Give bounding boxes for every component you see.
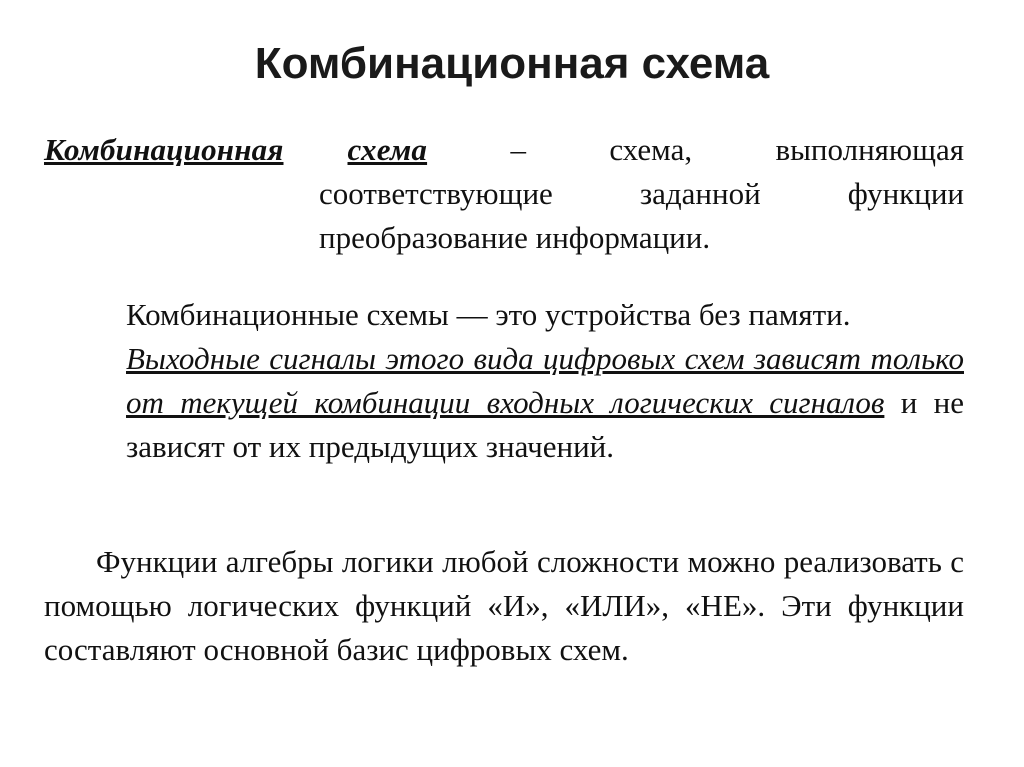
definition-dash: – <box>510 132 526 167</box>
logic-basis-paragraph: Функции алгебры логики любой сложности можно реализовать с помощью логических функций «И», «ИЛИ», «НЕ». Эти функции составляют основной базис цифровых схем. <box>44 544 964 667</box>
definition-line1-word2: выполняющая <box>775 132 964 167</box>
output-signals-paragraph <box>126 337 964 469</box>
definition-block <box>44 128 964 260</box>
definition-rest: соответствующие заданной функции преобразование информации. <box>319 176 964 255</box>
definition-line1-word1: схема, <box>609 132 693 167</box>
no-memory-sentence: Комбинационные схемы — это устройства без памяти. <box>126 297 851 332</box>
definition-term <box>44 128 427 172</box>
output-signals-emphasis: Выходные сигналы этого вида цифровых схем зависят только от текущей комбинации входных логических сигналов <box>126 341 964 420</box>
definition-term-word1: Комбинационная <box>44 132 284 167</box>
slide-title: Комбинационная схема <box>254 39 770 88</box>
output-signals-tail: и не зависят от их предыдущих значений. <box>126 385 964 464</box>
definition-first-line <box>44 128 964 172</box>
no-memory-paragraph <box>126 293 964 469</box>
definition-term-word2: схема <box>347 132 428 167</box>
